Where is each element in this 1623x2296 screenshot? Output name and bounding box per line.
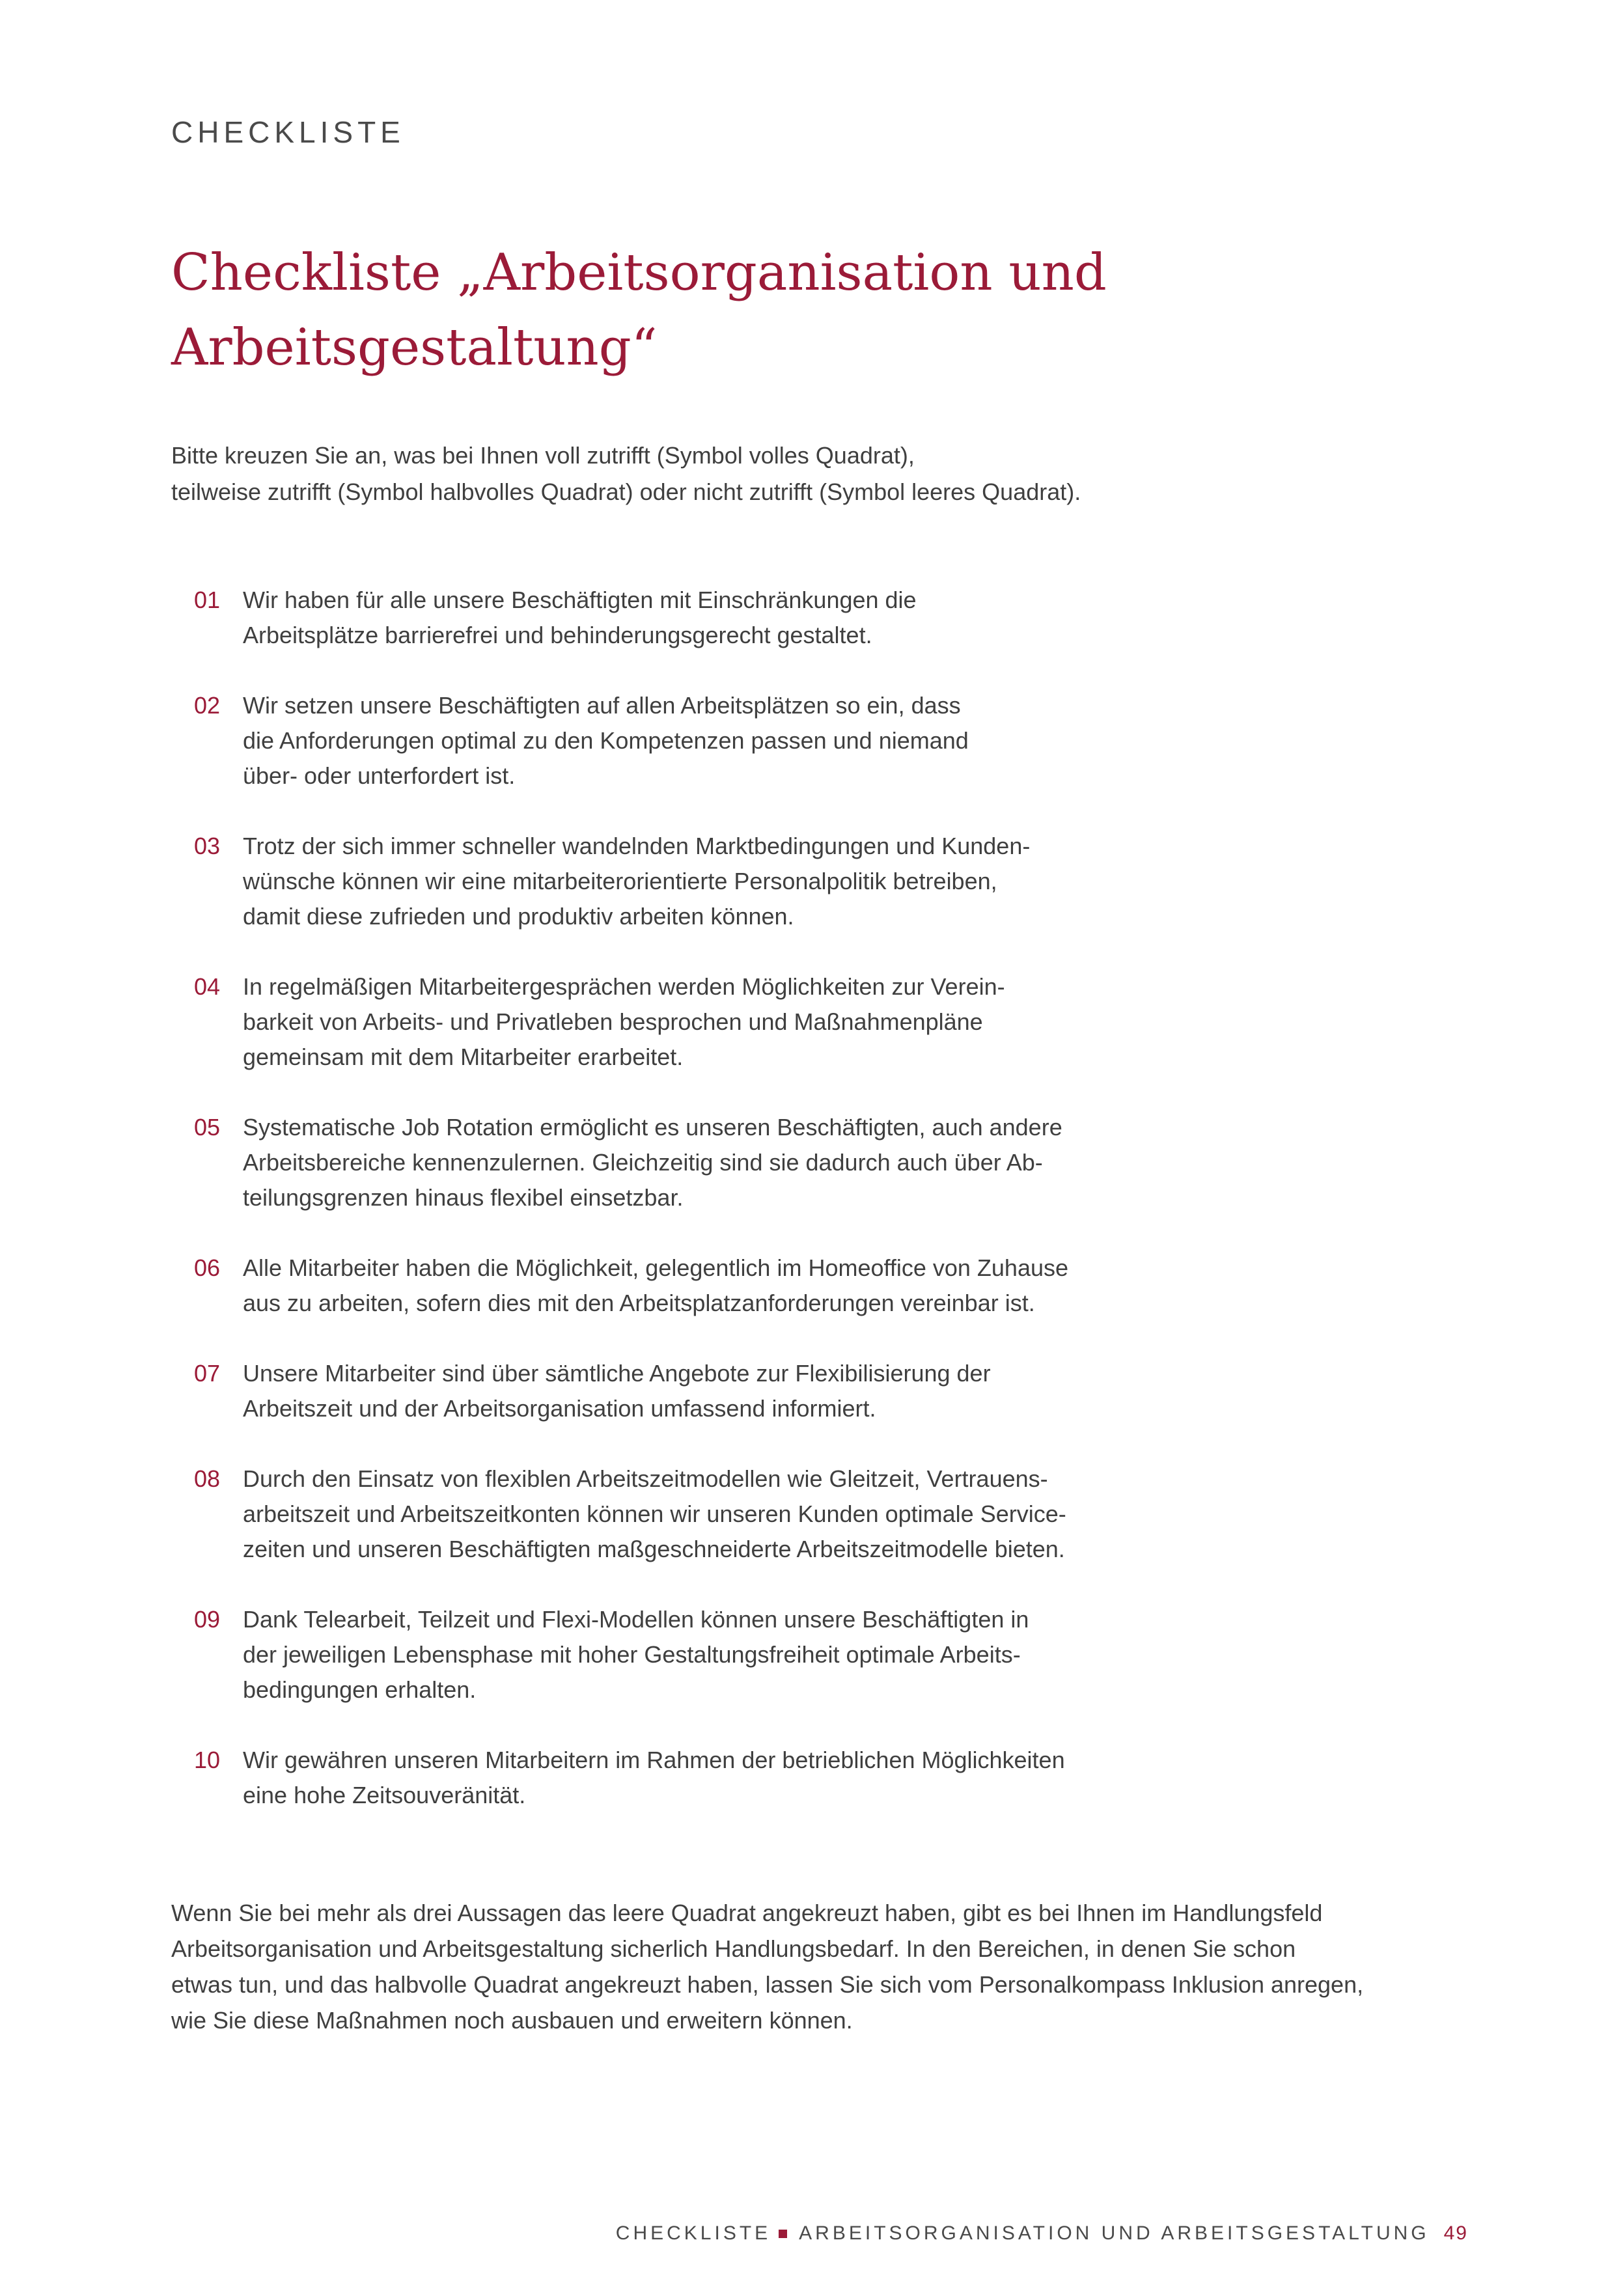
item-number: 04 [194,973,221,1000]
square-bullet-icon [779,2230,787,2238]
checklist-item-07 [171,1356,1245,1426]
item-text-line: Alle Mitarbeiter haben die Möglichkeit, gelegentlich im Homeoffice von Zuhause [243,1254,1069,1281]
item-text-line: gemeinsam mit dem Mitarbeiter erarbeitet. [243,1044,684,1070]
item-text-line: Systematische Job Rotation ermöglicht es unseren Beschäftigten, auch andere [243,1114,1062,1141]
outro-paragraph [171,1895,1473,2038]
item-text-line: Arbeitsbereiche kennenzulernen. Gleichzeitig sind sie dadurch auch über Ab- [243,1149,1043,1176]
item-text-line: Arbeitsplätze barrierefrei und behinderungsgerecht gestaltet. [243,622,872,648]
item-text-line: die Anforderungen optimal zu den Kompetenzen passen und niemand [243,727,969,754]
checklist-item-08 [171,1461,1245,1567]
item-text-line: barkeit von Arbeits- und Privatleben besprochen und Maßnahmenpläne [243,1008,983,1035]
item-text-line: arbeitszeit und Arbeitszeitkonten können wir unseren Kunden optimale Service- [243,1501,1066,1527]
item-text-line: teilungsgrenzen hinaus flexibel einsetzbar. [243,1184,684,1211]
item-number: 09 [194,1606,221,1633]
item-text-line: der jeweiligen Lebensphase mit hoher Gestaltungsfreiheit optimale Arbeits- [243,1641,1021,1668]
item-text-line: Unsere Mitarbeiter sind über sämtliche Angebote zur Flexibilisierung der [243,1360,991,1387]
intro-line: Bitte kreuzen Sie an, was bei Ihnen voll zutrifft (Symbol volles Quadrat), [171,442,915,469]
item-text-line: Wir setzen unsere Beschäftigten auf allen Arbeitsplätzen so ein, dass [243,692,961,719]
outro-line: Arbeitsorganisation und Arbeitsgestaltung sicherlich Handlungsbedarf. In den Bereichen, in denen Sie schon [171,1935,1296,1962]
outro-line: wie Sie diese Maßnahmen noch ausbauen und erweitern können. [171,2007,853,2034]
item-text-line: über- oder unterfordert ist. [243,762,516,789]
checklist [171,583,1245,1848]
item-text-line: Wir haben für alle unsere Beschäftigten mit Einschränkungen die [243,587,917,613]
item-text-line: damit diese zufrieden und produktiv arbeiten können. [243,903,794,930]
checklist-item-10 [171,1743,1245,1813]
checklist-item-05 [171,1110,1245,1215]
item-text-line: Dank Telearbeit, Teilzeit und Flexi-Modellen können unsere Beschäftigten in [243,1606,1029,1633]
checklist-item-02 [171,688,1245,794]
checklist-item-06 [171,1251,1245,1321]
item-number: 07 [194,1360,221,1387]
item-text-line: Wir gewähren unseren Mitarbeitern im Rahmen der betrieblichen Möglichkeiten [243,1747,1065,1773]
intro-paragraph [171,437,1408,510]
item-text-line: wünsche können wir eine mitarbeiterorientierte Personalpolitik betreiben, [243,868,997,894]
item-text-line: In regelmäßigen Mitarbeitergesprächen werden Möglichkeiten zur Verein- [243,973,1005,1000]
checklist-item-04 [171,969,1245,1075]
item-text-line: Durch den Einsatz von flexiblen Arbeitszeitmodellen wie Gleitzeit, Vertrauens- [243,1465,1048,1492]
item-number: 08 [194,1465,221,1492]
checklist-item-01 [171,583,1245,653]
item-number: 01 [194,587,221,613]
checklist-item-09 [171,1602,1245,1708]
checklist-item-03 [171,829,1245,934]
item-text-line: aus zu arbeiten, sofern dies mit den Arbeitsplatzanforderungen vereinbar ist. [243,1290,1035,1316]
intro-line: teilweise zutrifft (Symbol halbvolles Quadrat) oder nicht zutrifft (Symbol leeres Quadrat). [171,478,1081,505]
section-label: CHECKLISTE [171,115,405,149]
footer-section: CHECKLISTE [615,2222,771,2244]
item-text-line: Trotz der sich immer schneller wandelnden Marktbedingungen und Kunden- [243,833,1031,859]
item-text-line: Arbeitszeit und der Arbeitsorganisation umfassend informiert. [243,1395,876,1422]
item-text-line: zeiten und unseren Beschäftigten maßgeschneiderte Arbeitszeitmodelle bieten. [243,1536,1065,1562]
page-title: Checkliste „Arbeitsorganisation und Arbeitsgestaltung“ [171,243,1107,377]
footer-subtitle: ARBEITSORGANISATION UND ARBEITSGESTALTUNG [799,2222,1430,2244]
item-number: 02 [194,692,221,719]
item-number: 06 [194,1254,221,1281]
outro-line: etwas tun, und das halbvolle Quadrat angekreuzt haben, lassen Sie sich vom Personalkompass Inklusion anregen, [171,1971,1364,1998]
item-number: 10 [194,1747,221,1773]
outro-line: Wenn Sie bei mehr als drei Aussagen das leere Quadrat angekreuzt haben, gibt es bei Ihnen im Handlungsfeld [171,1900,1323,1926]
item-number: 05 [194,1114,221,1141]
item-number: 03 [194,833,221,859]
page-number: 49 [1443,2222,1468,2244]
item-text-line: bedingungen erhalten. [243,1676,477,1703]
page-footer [616,2222,1468,2245]
item-text-line: eine hohe Zeitsouveränität. [243,1782,526,1808]
